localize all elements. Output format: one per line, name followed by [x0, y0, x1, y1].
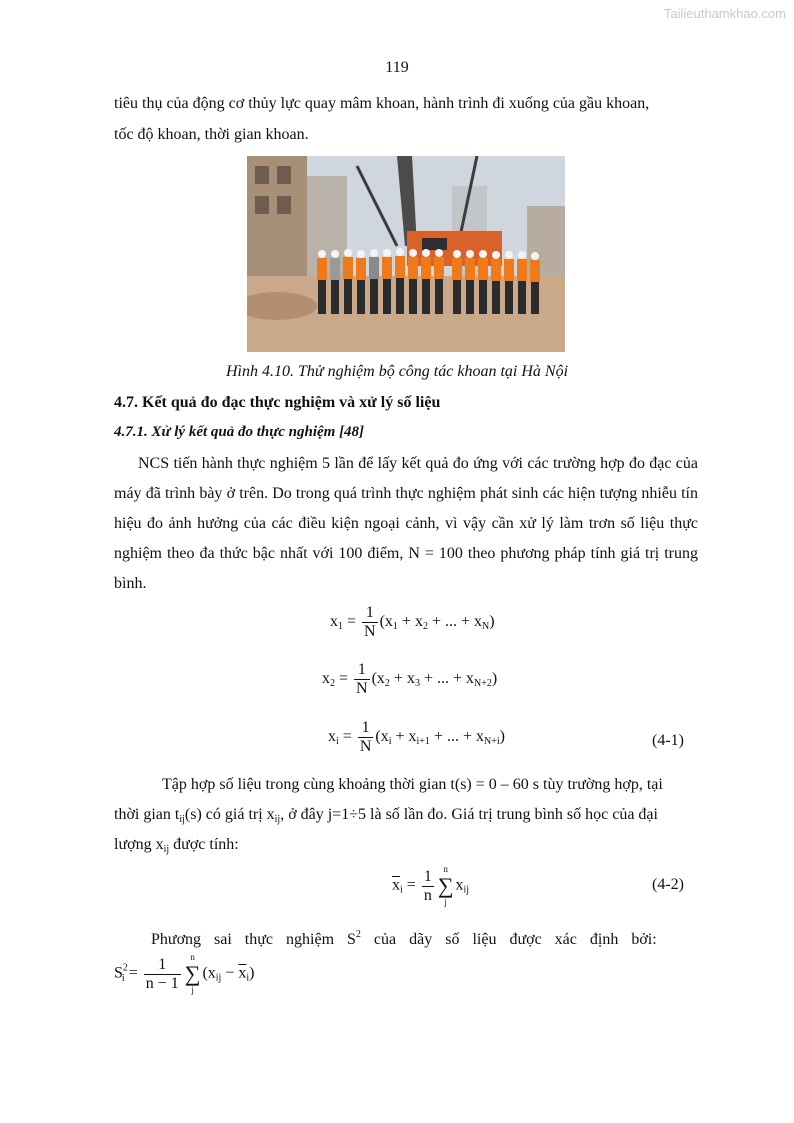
numerator: 1 — [354, 661, 370, 680]
numerator: 1 — [362, 604, 378, 623]
machine-cab — [422, 238, 447, 250]
worker — [421, 249, 431, 314]
subscript: 2 — [384, 678, 390, 690]
subscript: ij — [163, 844, 170, 855]
symbol: x — [322, 670, 330, 688]
equation-number-4-2: (4-2) — [652, 876, 684, 893]
worker — [434, 249, 444, 314]
subscript: ij — [179, 814, 185, 825]
equation-number-4-1: (4-1) — [652, 732, 684, 749]
section-heading: 4.7. Kết quả đo đạc thực nghiệm và xử lý số liệu — [114, 394, 441, 411]
subscript: ij — [274, 814, 281, 825]
term: + x — [391, 728, 417, 746]
superscript: 2 — [355, 929, 361, 940]
denominator: N — [364, 623, 376, 640]
term: − — [221, 964, 239, 982]
numerator: 1 — [423, 867, 432, 885]
term: + x — [397, 613, 423, 631]
figure-caption: Hình 4.10. Thử nghiệm bộ công tác khoan tại Hà Nội — [225, 363, 569, 380]
equation-row-3 — [328, 719, 505, 756]
page-number: 119 — [385, 59, 409, 76]
subscript: i+1 — [416, 736, 430, 748]
worker — [465, 250, 475, 314]
subscript: i — [246, 972, 250, 984]
subscript: 1 — [392, 621, 398, 633]
symbol: S — [114, 964, 123, 982]
window — [255, 196, 269, 214]
equals: = — [347, 613, 357, 631]
sigma-icon: ∑ — [184, 961, 201, 986]
paragraph-2-line-1: Tập hợp số liệu trong cùng khoảng thời gian t(s) = 0 – 60 s tùy trường hợp, tại — [162, 776, 663, 793]
paragraph-1: NCS tiến hành thực nghiệm 5 lần để lấy kết quả đo ứng với các trường hợp đo đạc của máy đã trình bày ở trên. Do trong quá trình thực nghiệm phát sinh các hiện tượng nhiễu tín hiệu đo ảnh hưởng của các điều kiện ngoại cảnh, vì vậy cần xử lý làm trơn số liệu thực nghiệm theo đa thức bậc nhất với 100 điểm, N = 100 theo phương pháp tính giá trị trung bình. — [114, 455, 698, 592]
subsection-heading: 4.7.1. Xử lý kết quả đo thực nghiệm [48] — [114, 424, 365, 440]
watermark: Tailieuthamkhao.com — [663, 6, 786, 21]
equals: = — [128, 964, 138, 982]
window — [255, 166, 269, 184]
subscript: i — [121, 972, 125, 984]
term: + x — [389, 670, 415, 688]
equation-variance — [114, 952, 254, 996]
lower-limit: j — [191, 985, 194, 995]
paragraph-3 — [151, 924, 698, 951]
text: của dãy số liệu được xác định bởi: — [360, 931, 657, 948]
numerator: 1 — [144, 956, 181, 975]
text: Phương sai thực nghiệm S — [151, 931, 356, 948]
denominator: n − 1 — [145, 974, 179, 992]
term: ) — [499, 728, 505, 746]
equals: = — [406, 876, 416, 894]
upper-limit: n — [443, 864, 448, 874]
sigma-icon: ∑ — [437, 873, 454, 898]
subscript: N — [482, 621, 490, 633]
upper-limit: n — [190, 952, 195, 962]
text: , ở đây j=1÷5 là số lần đo. Giá trị trung bình số học của đại — [280, 806, 658, 823]
subscript: i — [336, 736, 339, 748]
term: (x — [375, 728, 389, 746]
symbol: x — [330, 613, 338, 631]
paragraph-2-line-3 — [114, 834, 239, 861]
symbol: $\overline{x}$ — [238, 964, 247, 982]
worker — [478, 250, 488, 314]
denominator: n — [423, 886, 432, 904]
term: (x — [379, 613, 393, 631]
subscript: ij — [215, 972, 222, 984]
worker — [356, 250, 366, 314]
window — [277, 166, 291, 184]
subscript: 3 — [414, 678, 420, 690]
worker — [382, 249, 392, 314]
equation-row-1 — [330, 604, 495, 641]
subscript: i — [388, 736, 392, 748]
intro-line-1: tiêu thụ của động cơ thủy lực quay mâm khoan, hành trình đi xuống của gầu khoan, — [114, 95, 650, 112]
subscript: ij — [463, 884, 470, 896]
worker — [452, 250, 462, 314]
fraction — [354, 661, 370, 698]
term: + ... + x — [419, 670, 474, 688]
term: + ... + x — [427, 613, 482, 631]
intro-line-2: tốc độ khoan, thời gian khoan. — [114, 126, 309, 143]
worker — [491, 251, 501, 314]
fraction — [358, 719, 374, 756]
term: + ... + x — [429, 728, 484, 746]
equation-row-2 — [322, 661, 497, 698]
summation — [185, 952, 201, 996]
worker — [317, 250, 327, 314]
term: (x — [202, 964, 216, 982]
subscript: 2 — [422, 621, 428, 633]
worker — [408, 249, 418, 314]
worker — [517, 251, 527, 314]
worker — [343, 249, 353, 314]
term: ) — [491, 670, 498, 688]
superscript: 2 — [122, 962, 128, 974]
symbol: x — [328, 728, 336, 746]
worker — [330, 250, 340, 314]
subscript: 2 — [330, 678, 335, 690]
symbol: x — [455, 876, 464, 894]
site-photo — [247, 156, 565, 352]
subscript: N+i — [483, 736, 500, 748]
equals: = — [342, 728, 352, 746]
worker — [530, 252, 540, 314]
equation-4-2 — [392, 864, 469, 908]
equals: = — [339, 670, 349, 688]
numerator: 1 — [358, 719, 374, 738]
text: được tính: — [169, 836, 239, 853]
worker — [504, 251, 514, 314]
denominator: N — [359, 738, 372, 755]
term: (x — [371, 670, 385, 688]
paragraph-2-line-2 — [114, 804, 658, 831]
site-photo-drawing — [247, 156, 565, 352]
window — [277, 196, 291, 214]
term: ) — [489, 613, 495, 631]
workers-group — [317, 248, 540, 314]
text: lượng x — [114, 836, 164, 853]
text: thời gian t — [114, 806, 180, 823]
fraction — [422, 868, 434, 905]
worker — [369, 249, 379, 314]
summation — [438, 864, 454, 908]
worker — [395, 248, 405, 314]
fraction — [144, 956, 181, 993]
subscript: N+2 — [474, 678, 492, 690]
denominator: N — [356, 680, 368, 697]
term: ) — [249, 964, 255, 982]
text: (s) có giá trị x — [184, 806, 275, 823]
symbol: $\overline{x}$ — [392, 876, 400, 894]
fraction — [362, 604, 378, 641]
lower-limit: j — [444, 897, 447, 907]
subscript: 1 — [338, 621, 343, 633]
subscript: i — [400, 884, 403, 896]
